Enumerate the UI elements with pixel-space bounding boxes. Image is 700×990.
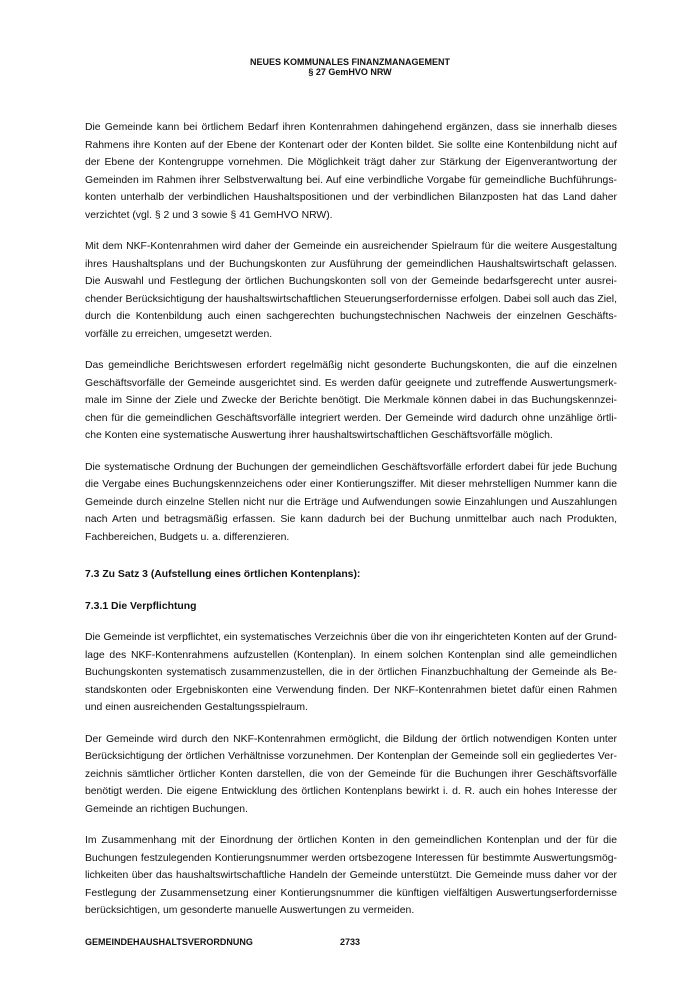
header-subtitle: § 27 GemHVO NRW — [308, 67, 392, 77]
paragraph: Die Gemeinde ist verpflichtet, ein systematisches Verzeichnis über die von ihr eingerichteten Konten auf der Grundlage des NKF-Kontenrahmens aufzustellen (Kontenplan). In einem solchen Kontenplan sind alle gemeindlichen Buchungskonten systematisch zusammenzustellen, die in der örtlichen Finanzbuchhaltung der Gemeinde als Bestandskonten oder Ergebniskonten eine Verwendung finden. Der NKF-Kontenrahmen bietet dafür einen Rahmen und einen ausreichenden Gestaltungsspielraum. — [85, 632, 617, 713]
footer-title: GEMEINDEHAUSHALTSVERORDNUNG — [85, 937, 253, 947]
subsection-heading: 7.3.1 Die Verpflichtung — [85, 600, 197, 612]
running-footer — [85, 937, 361, 948]
paragraph: Das gemeindliche Berichtswesen erfordert regelmäßig nicht gesonderte Buchungskonten, die auf die einzelnen Geschäftsvorfälle der Gemeinde ausgerichtet sind. Es werden dafür geeignete und zutreffende Auswertungsmerkmale im Sinne der Ziele und Zwecke der Berichte benötigt. Die Merkmale können dabei in das Buchungskennzeichen für die gemeindlichen Geschäftsvorfälle integriert werden. Der Gemeinde wird dadurch ohne unzählige örtliche Konten eine systematische Auswertung ihrer haushaltswirtschaftlichen Geschäftsvorfälle möglich. — [85, 360, 617, 441]
header-title: NEUES KOMMUNALES FINANZMANAGEMENT — [250, 57, 450, 67]
paragraph: Der Gemeinde wird durch den NKF-Kontenrahmen ermöglicht, die Bildung der örtlich notwendigen Konten unter Berücksichtigung der örtlichen Verhältnisse vorzunehmen. Der Kontenplan der Gemeinde soll ein gegliedertes Verzeichnis sämtlicher örtlicher Konten darstellen, die von der Gemeinde für die Buchungen ihrer Geschäftsvorfälle benötigt werden. Die eigene Entwicklung des örtlichen Kontenplans bewirkt i. d. R. auch ein hohes Interesse der Gemeinde an richtigen Buchungen. — [85, 733, 617, 815]
paragraph: Die systematische Ordnung der Buchungen der gemeindlichen Geschäftsvorfälle erfordert dabei für jede Buchung die Vergabe eines Buchungskennzeichens oder einer Kontierungsziffer. Mit dieser mehrstelligen Nummer kann die Gemeinde durch einzelne Stellen nicht nur die Erträge und Aufwendungen sowie Einzahlungen und Auszahlungen nach Arten und betragsmäßig erfassen. Sie kann dadurch bei der Buchung unmittelbar auch nach Produkten, Fachbereichen, Budgets u. a. differenzieren. — [85, 461, 617, 543]
running-header — [0, 57, 700, 77]
paragraph: Die Gemeinde kann bei örtlichem Bedarf ihren Kontenrahmen dahingehend ergänzen, dass sie innerhalb dieses Rahmens ihre Konten auf der Ebene der Kontenart oder der Konten bildet. Sie sollte eine Kontenbildung nicht auf der Ebene der Kontengruppe vornehmen. Die Möglichkeit trägt daher zur Stärkung der Eigenverantwortung der Gemeinden im Rahmen ihrer Selbstverwaltung bei. Auf eine verbindliche Vorgabe für gemeindliche Buchführungskonten unterhalb der verbindlichen Haushaltspositionen und der verbindlichen Bilanzposten hat das Land daher verzichtet (vgl. § 2 und 3 sowie § 41 GemHVO NRW). — [85, 122, 617, 221]
body-text — [85, 119, 617, 934]
paragraph: Mit dem NKF-Kontenrahmen wird daher der Gemeinde ein ausreichender Spielraum für die weitere Ausgestaltung ihres Haushaltsplans und der Buchungskonten zur Ausführung der gemeindlichen Haushaltswirtschaft gelassen. Die Auswahl und Festlegung der örtlichen Buchungskonten soll von der Gemeinde bedarfsgerecht unter ausreichender Berücksichtigung der haushaltswirtschaftlichen Steuerungserfordernisse erfolgen. Dabei soll auch das Ziel, durch die Kontenbildung auch einen sachgerechten buchungstechnischen Nachweis der einzelnen Geschäftsvorfälle zu erreichen, umgesetzt werden. — [85, 241, 617, 340]
section-heading: 7.3 Zu Satz 3 (Aufstellung eines örtlichen Kontenplans): — [85, 569, 361, 580]
paragraph: Im Zusammenhang mit der Einordnung der örtlichen Konten in den gemeindlichen Kontenplan und der für die Buchungen festzulegenden Kontierungsnummer werden ortsbezogene Interessen für bestimmte Auswertungsmöglichkeiten über das haushaltswirtschaftliche Handeln der Gemeinde unterstützt. Die Gemeinde muss daher vor der Festlegung der Zusammensetzung einer Kontierungsnummer die künftigen vielfältigen Auswertungserfordernisse berücksichtigen, um gesonderte manuelle Auswertungen zu vermeiden. — [85, 835, 617, 916]
page-number: 2733 — [340, 937, 361, 947]
